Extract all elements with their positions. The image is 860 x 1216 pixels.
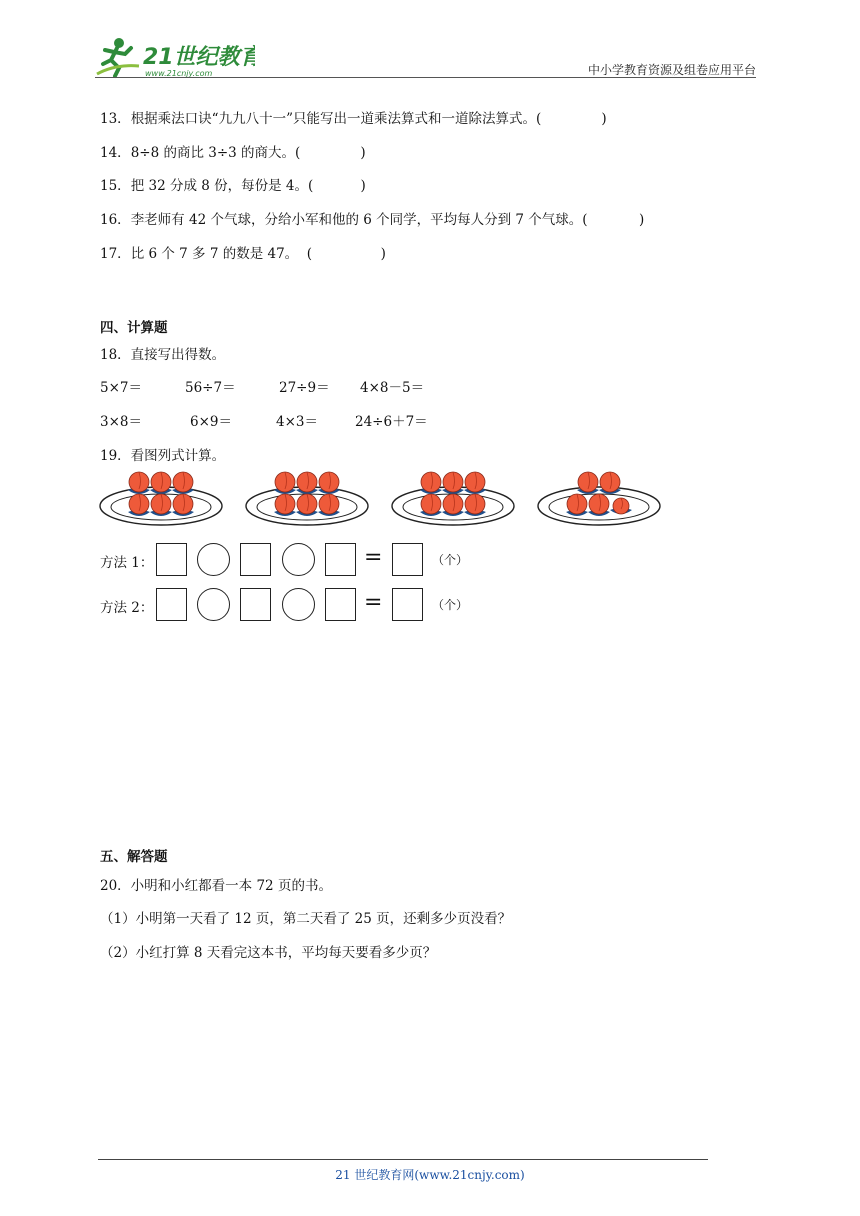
question-19: 19．看图列式计算。 bbox=[100, 448, 226, 464]
calc-item: 4×3＝ bbox=[276, 414, 318, 430]
unit-label: （个） bbox=[432, 553, 469, 567]
calc-item: 5×7＝ bbox=[100, 380, 142, 396]
calc-item: 3×8＝ bbox=[100, 414, 142, 430]
answer-box[interactable] bbox=[240, 588, 271, 621]
peach-plate bbox=[245, 466, 369, 528]
section-title-calc: 四、计算题 bbox=[100, 320, 168, 336]
question-16: 16．李老师有 42 个气球，分给小军和他的 6 个同学，平均每人分到 7 个气球。( ) bbox=[100, 212, 645, 228]
header-divider bbox=[95, 77, 756, 78]
calc-item: 56÷7＝ bbox=[185, 380, 236, 396]
peach-plate bbox=[99, 466, 223, 528]
runner-logo-icon bbox=[95, 34, 255, 80]
peach bbox=[613, 498, 629, 514]
calc-item: 24÷6＋7＝ bbox=[355, 414, 428, 430]
logo-url: www.21cnjy.com bbox=[145, 69, 213, 78]
question-15: 15．把 32 分成 8 份，每份是 4。( ) bbox=[100, 178, 366, 194]
question-20: 20．小明和小红都看一本 72 页的书。 bbox=[100, 878, 332, 894]
equals-sign: = bbox=[364, 545, 383, 570]
unit-label: （个） bbox=[432, 598, 469, 612]
footer-text: 21 世纪教育网(www.21cnjy.com) bbox=[335, 1168, 525, 1182]
method-1-label: 方法 1： bbox=[100, 555, 154, 571]
platform-name: 中小学教育资源及组卷应用平台 bbox=[587, 63, 756, 77]
calc-item: 6×9＝ bbox=[190, 414, 232, 430]
operator-circle[interactable] bbox=[282, 543, 315, 576]
section-title-answer: 五、解答题 bbox=[100, 849, 168, 865]
answer-box[interactable] bbox=[156, 588, 187, 621]
site-logo bbox=[95, 34, 255, 80]
peach-plate bbox=[391, 466, 515, 528]
question-18: 18．直接写出得数。 bbox=[100, 347, 226, 363]
answer-box[interactable] bbox=[156, 543, 187, 576]
question-17: 17．比 6 个 7 多 7 的数是 47。 ( ) bbox=[100, 246, 386, 262]
operator-circle[interactable] bbox=[197, 543, 230, 576]
answer-box[interactable] bbox=[325, 543, 356, 576]
calc-item: 27÷9＝ bbox=[279, 380, 330, 396]
method-2-label: 方法 2： bbox=[100, 600, 154, 616]
answer-box[interactable] bbox=[392, 543, 423, 576]
question-13: 13．根据乘法口诀“九九八十一”只能写出一道乘法算式和一道除法算式。( ) bbox=[100, 111, 607, 127]
calc-item: 4×8－5＝ bbox=[360, 380, 425, 396]
question-20-part-1: （1）小明第一天看了 12 页，第二天看了 25 页，还剩多少页没看？ bbox=[100, 911, 512, 927]
equals-sign: = bbox=[364, 590, 383, 615]
answer-box[interactable] bbox=[325, 588, 356, 621]
question-14: 14．8÷8 的商比 3÷3 的商大。( ) bbox=[100, 145, 366, 161]
footer-divider bbox=[98, 1159, 708, 1160]
question-20-part-2: （2）小红打算 8 天看完这本书，平均每天要看多少页？ bbox=[100, 945, 437, 961]
answer-box[interactable] bbox=[240, 543, 271, 576]
logo-text: 21世纪教育 bbox=[143, 45, 255, 70]
operator-circle[interactable] bbox=[197, 588, 230, 621]
operator-circle[interactable] bbox=[282, 588, 315, 621]
answer-box[interactable] bbox=[392, 588, 423, 621]
peach-plate bbox=[537, 466, 661, 528]
